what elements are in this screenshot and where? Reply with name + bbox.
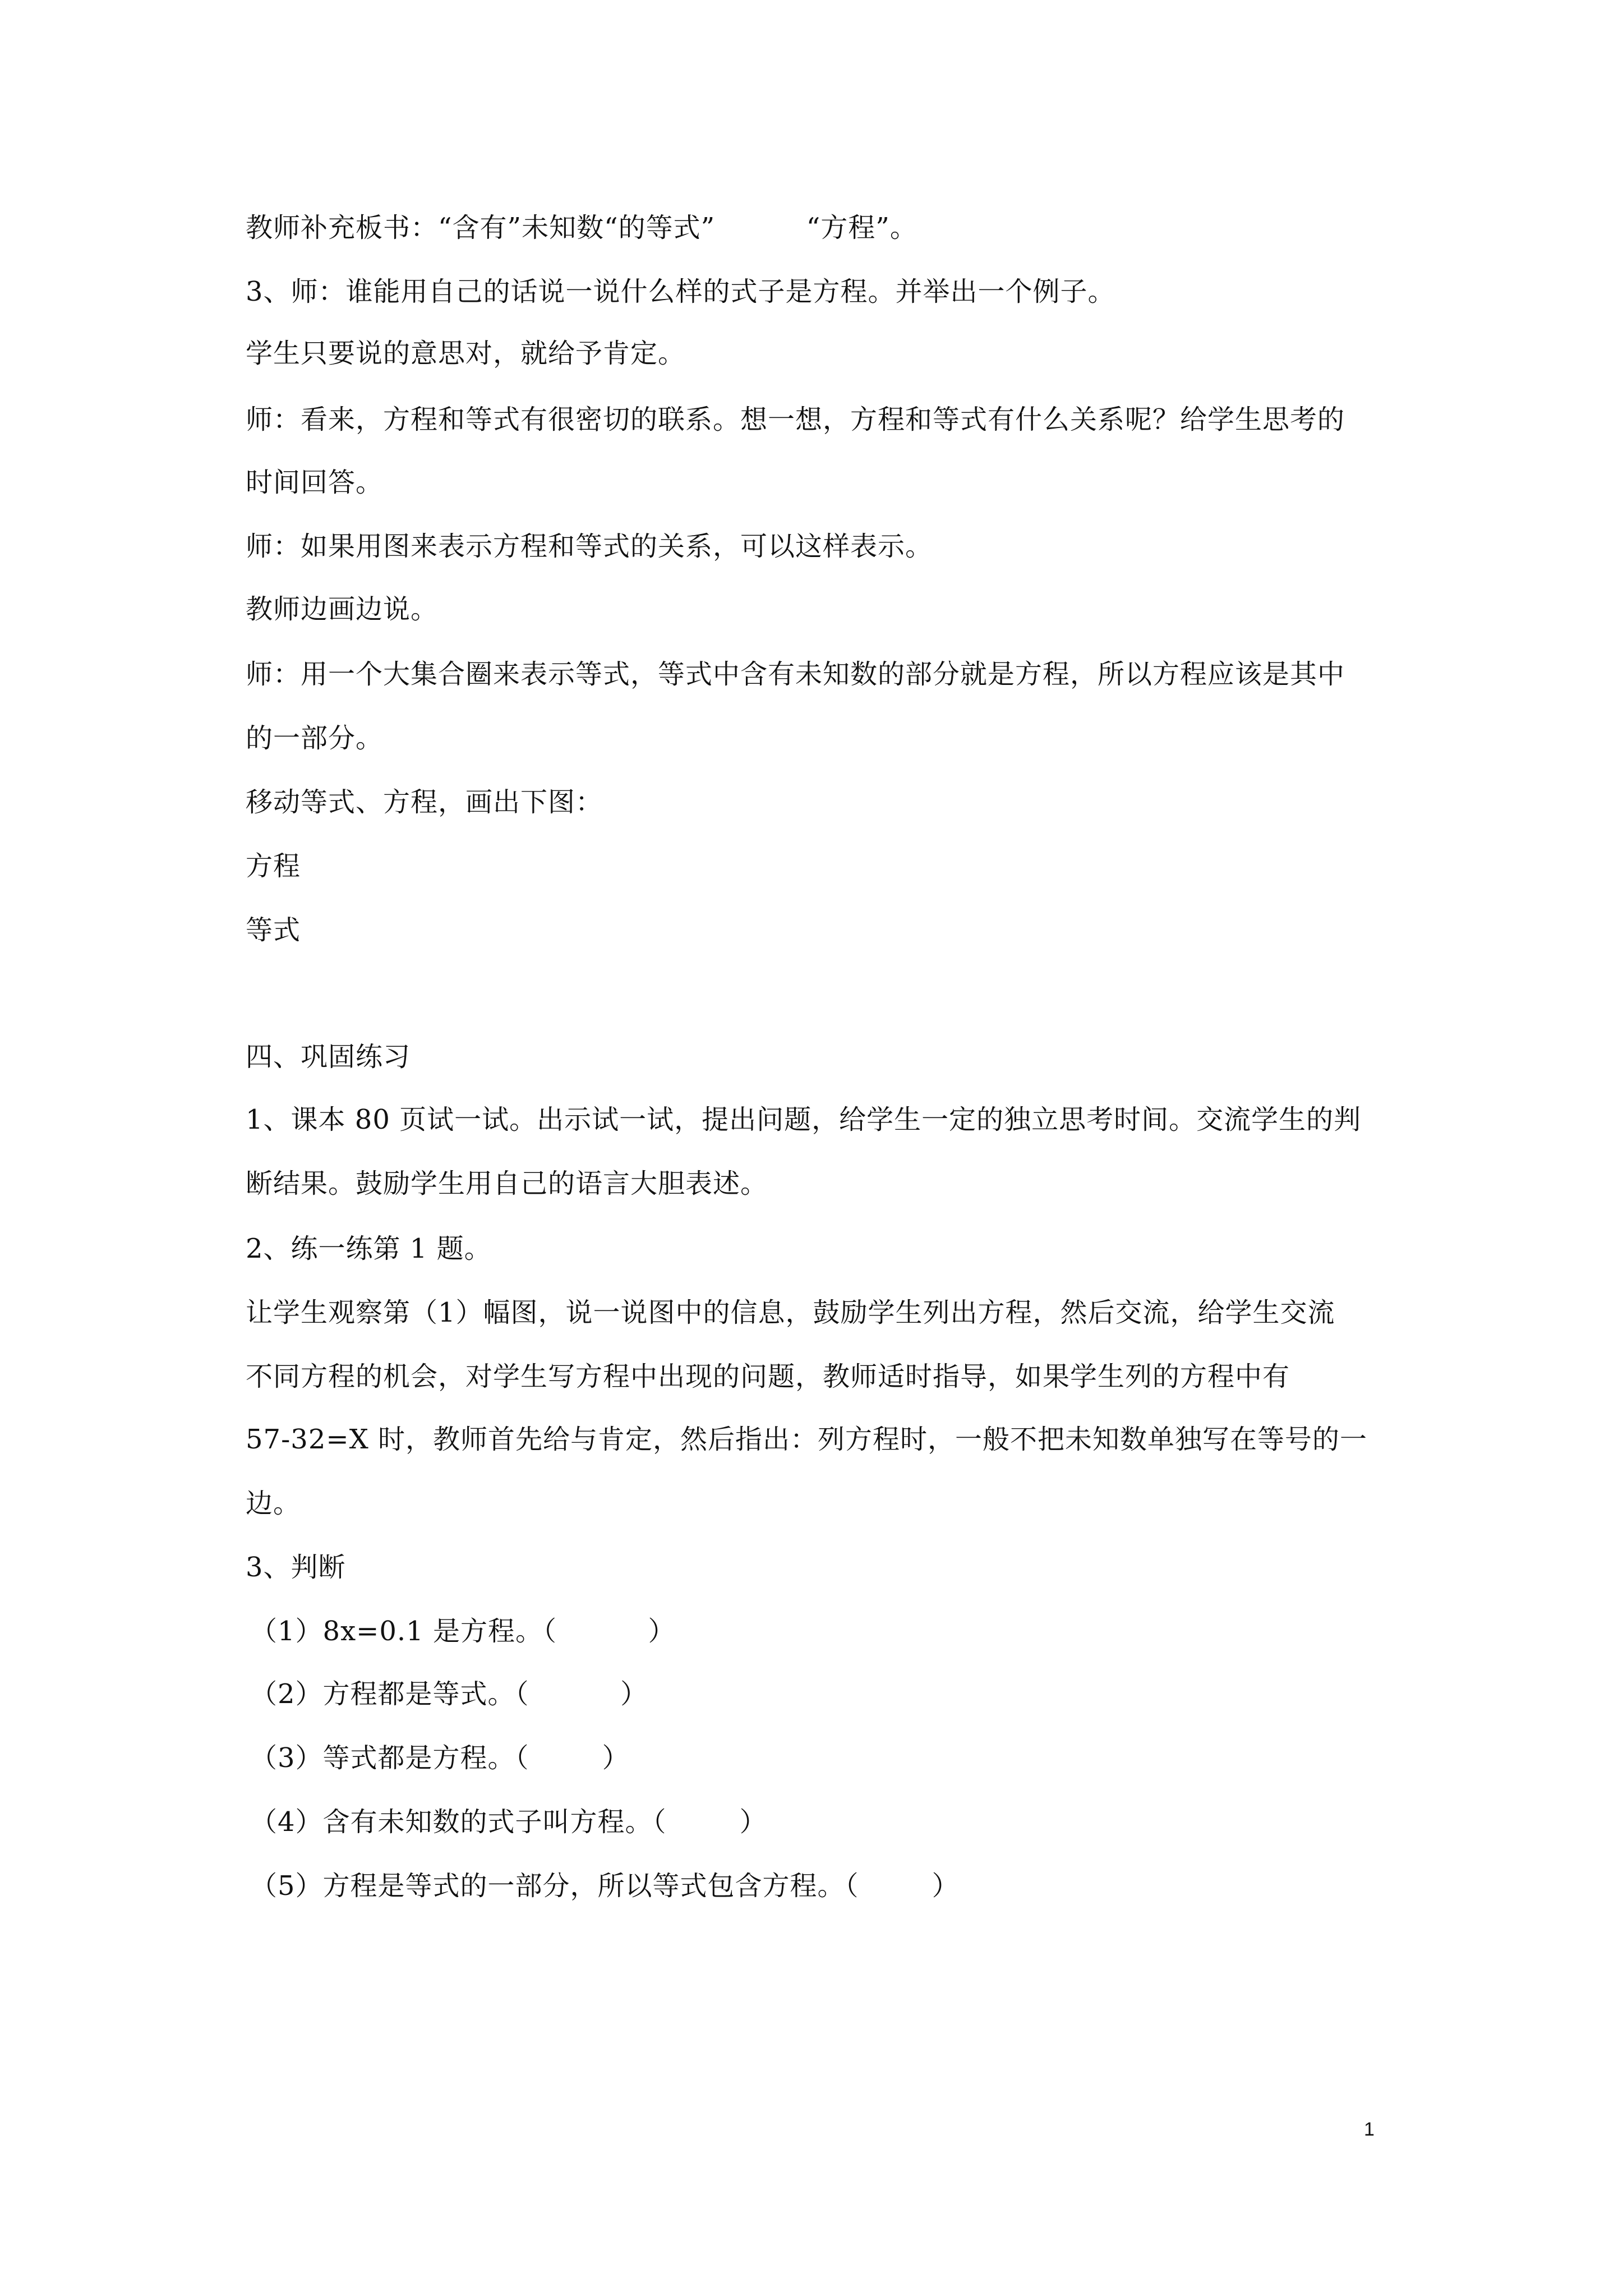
judgment-item: （3）等式都是方程。（ ）: [250, 1742, 630, 1774]
text-line: 的一部分。: [246, 723, 384, 754]
text-line: 时间回答。: [246, 467, 384, 498]
text-line: 3、判断: [246, 1552, 346, 1583]
text-line: 师：用一个大集合圈来表示等式，等式中含有未知数的部分就是方程，所以方程应该是其中: [246, 659, 1345, 690]
judgment-item: （2）方程都是等式。（ ）: [250, 1678, 648, 1710]
section-heading: 四、巩固练习: [246, 1041, 411, 1073]
text-line: 不同方程的机会，对学生写方程中出现的问题，教师适时指导，如果学生列的方程中有: [246, 1361, 1290, 1392]
text-line: 1、课本 80 页试一试。出示试一试，提出问题，给学生一定的独立思考时间。交流学生的判: [246, 1104, 1362, 1135]
judgment-item: （1）8x=0.1 是方程。（ ）: [250, 1616, 676, 1647]
text-line: 2、练一练第 1 题。: [246, 1233, 492, 1264]
text-line: 57-32=X 时，教师首先给与肯定，然后指出：列方程时，一般不把未知数单独写在等号的一: [246, 1424, 1368, 1455]
judgment-item: （4）含有未知数的式子叫方程。（ ）: [250, 1806, 767, 1838]
text-line: 断结果。鼓励学生用自己的语言大胆表述。: [246, 1168, 768, 1199]
text-line: 边。: [246, 1488, 301, 1519]
diagram-label-equality: 等式: [246, 914, 301, 946]
diagram-label-equation: 方程: [246, 850, 301, 882]
text-line: 移动等式、方程，画出下图：: [246, 786, 603, 818]
text-line: 3、师：谁能用自己的话说一说什么样的式子是方程。并举出一个例子。: [246, 276, 1115, 307]
text-line: 师：如果用图来表示方程和等式的关系，可以这样表示。: [246, 531, 933, 562]
page-number: 1: [1364, 2119, 1375, 2140]
text-line: 学生只要说的意思对，就给予肯定。: [246, 338, 686, 369]
text-line: 让学生观察第（1）幅图，说一说图中的信息，鼓励学生列出方程，然后交流，给学生交流: [246, 1297, 1335, 1328]
text-line: 师：看来，方程和等式有很密切的联系。想一想，方程和等式有什么关系呢？给学生思考的: [246, 404, 1345, 435]
text-line: 教师补充板书：“含有”未知数“的等式” “方程”。: [246, 212, 917, 243]
judgment-item: （5）方程是等式的一部分，所以等式包含方程。（ ）: [250, 1870, 960, 1902]
text-line: 教师边画边说。: [246, 593, 439, 625]
